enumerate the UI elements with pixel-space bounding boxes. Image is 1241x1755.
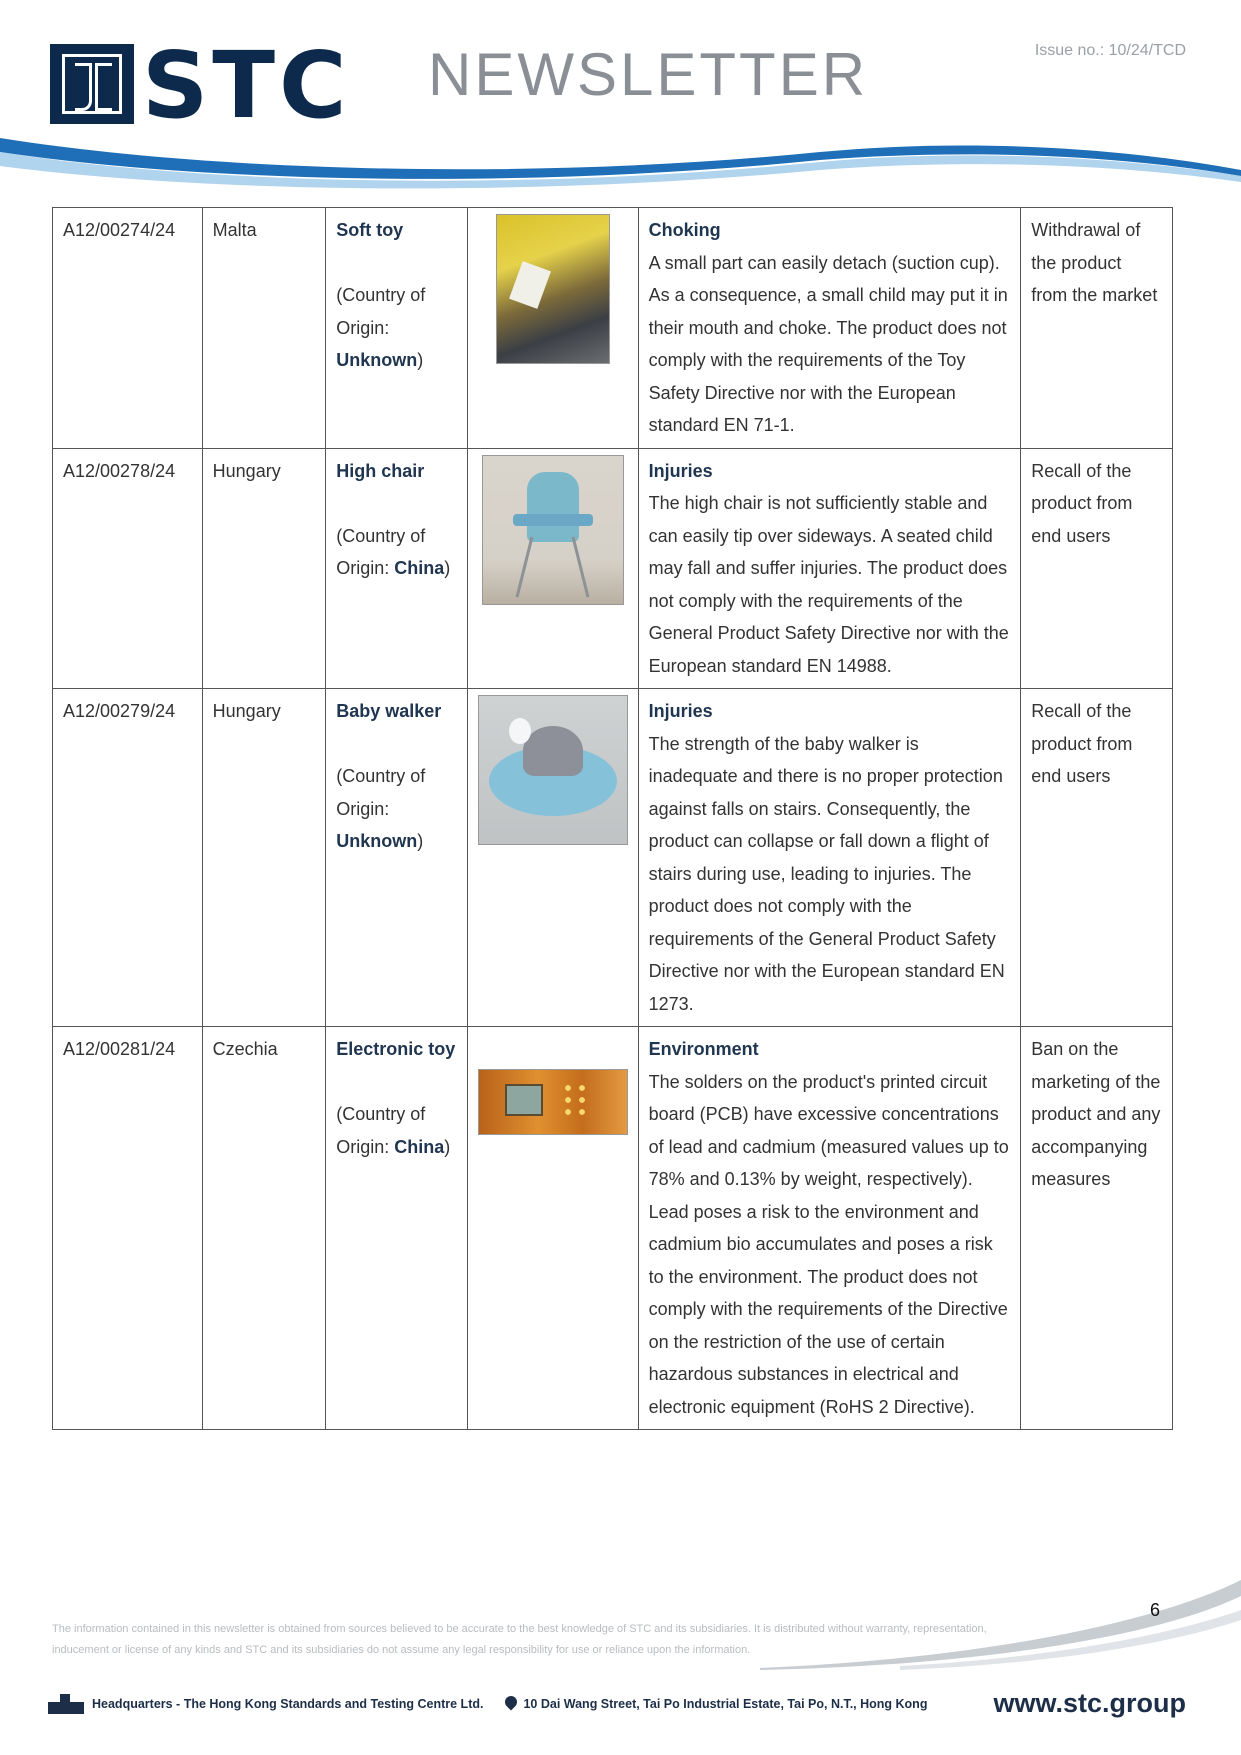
product-photo (467, 1027, 638, 1430)
soft-toy-photo (496, 214, 610, 375)
product-name: Soft toy (336, 220, 404, 240)
hazard-type: Choking (648, 220, 721, 240)
notifying-country: Czechia (202, 1027, 326, 1430)
product-photo (467, 208, 638, 449)
reference-number: A12/00281/24 (53, 1027, 203, 1430)
risk-cell (638, 1027, 1021, 1430)
origin-value: China (394, 558, 445, 578)
measures-taken: Withdrawal of the product from the market (1021, 208, 1173, 449)
origin-value: China (394, 1136, 445, 1157)
reference-number: A12/00274/24 (53, 208, 203, 449)
product-photo (467, 448, 638, 689)
location-pin-icon (505, 1696, 517, 1712)
product-photo (467, 689, 638, 1027)
disclaimer: The information contained in this newsletter is obtained from sources believed to be accurate to the best knowledge of STC and its subsidiaries. It is distributed without warranty, representation, inducement or license of any kinds and STC and its subsidiaries do not assume any legal responsibility for use or reliance upon the information. (52, 1623, 987, 1656)
origin-suffix: ) (444, 1136, 451, 1157)
notifying-country: Hungary (202, 689, 326, 1027)
headquarters-label: Headquarters - The Hong Kong Standards and Testing Centre Ltd. (92, 1697, 484, 1711)
electronic-toy-photo (478, 1033, 628, 1146)
risk-cell (638, 208, 1021, 449)
footer-address-line (48, 1694, 927, 1714)
baby-walker-photo (478, 695, 628, 856)
newsletter-title: NEWSLETTER (428, 41, 869, 108)
origin-value: Unknown (336, 831, 418, 851)
risk-cell (638, 448, 1021, 689)
hazard-type: Injuries (648, 460, 713, 481)
risk-cell (638, 689, 1021, 1027)
logo-text: STC (142, 32, 351, 139)
product-name: Baby walker (336, 701, 442, 721)
reference-number: A12/00278/24 (53, 448, 203, 689)
notifying-country: Malta (202, 208, 326, 449)
origin-suffix: ) (444, 558, 451, 578)
table-row (53, 689, 1173, 1027)
stc-logo (50, 32, 351, 139)
hazard-type: Environment (648, 1039, 759, 1059)
risk-description: The solders on the product's printed circuit board (PCB) have excessive concentrations of lead and cadmium (measured values up to 78% and 0.13% by weight, respectively). Lead poses a risk to the environment and cadmium bio accumulates and poses a risk to the environment. The product does not comply with the requirements of the Directive on the restriction of the use of certain hazardous substances in electrical and electronic equipment (RoHS 2 Directive). (648, 1071, 1009, 1417)
product-name: Electronic toy (336, 1039, 456, 1059)
reference-number: A12/00279/24 (53, 689, 203, 1027)
origin-suffix: ) (417, 350, 424, 370)
building-icon (48, 1694, 84, 1714)
issue-number: Issue no.: 10/24/TCD (1034, 42, 1186, 59)
origin-prefix: (Country of Origin: (336, 285, 426, 338)
table-row (53, 208, 1173, 449)
product-cell (326, 1027, 468, 1430)
product-cell (326, 208, 468, 449)
address-label: 10 Dai Wang Street, Tai Po Industrial Estate, Tai Po, N.T., Hong Kong (523, 1697, 928, 1711)
recall-table (52, 207, 1173, 1430)
risk-description: The strength of the baby walker is inadequate and there is no proper protection against falls on stairs. Consequently, the product can collapse or fall down a flight of stairs during use, leading to injuries. The product does not comply with the requirements of the General Product Safety Directive nor with the European standard EN 1273. (648, 733, 1005, 1014)
origin-prefix: (Country of Origin: (336, 525, 426, 578)
notifying-country: Hungary (202, 448, 326, 689)
product-cell (326, 689, 468, 1027)
measures-taken: Recall of the product from end users (1021, 448, 1173, 689)
page-number: 6 (1150, 1600, 1161, 1620)
stc-seal-icon (50, 44, 134, 124)
table-row (53, 1027, 1173, 1430)
product-name: High chair (336, 460, 425, 481)
table-row (53, 448, 1173, 689)
measures-taken: Recall of the product from end users (1021, 689, 1173, 1027)
origin-prefix: (Country of Origin: (336, 766, 426, 819)
header-swoosh (0, 130, 1241, 200)
origin-suffix: ) (417, 831, 424, 851)
risk-description: The high chair is not sufficiently stable and can easily tip over sideways. A seated child may fall and suffer injuries. The product does not comply with the requirements of the General Product Safety Directive nor with the European standard EN 14988. (648, 493, 1009, 676)
origin-prefix: (Country of Origin: (336, 1104, 426, 1157)
measures-taken: Ban on the marketing of the product and any accompanying measures (1021, 1027, 1173, 1430)
origin-value: Unknown (336, 350, 418, 370)
high-chair-photo (482, 455, 624, 616)
product-cell (326, 448, 468, 689)
hazard-type: Injuries (648, 701, 713, 721)
website-link[interactable]: www.stc.group (993, 1688, 1186, 1718)
risk-description: A small part can easily detach (suction cup). As a consequence, a small child may put it in their mouth and choke. The product does not comply with the requirements of the Toy Safety Directive nor with the European standard EN 71-1. (648, 252, 1008, 435)
